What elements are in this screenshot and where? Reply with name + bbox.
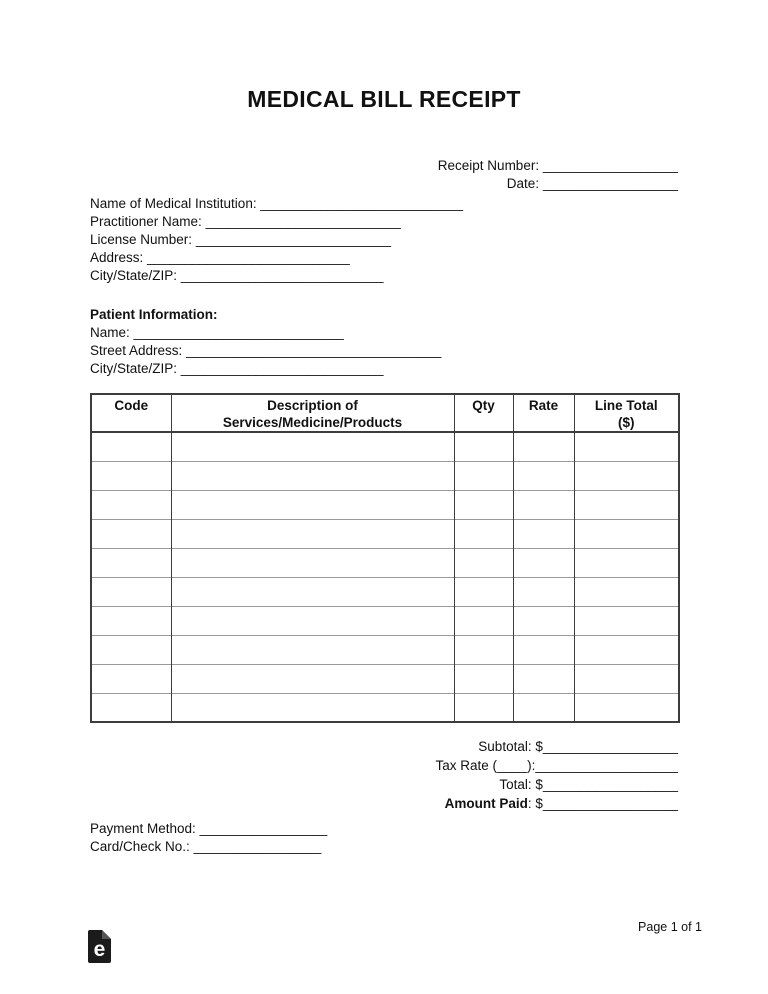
line-item-cell-code[interactable] [91,577,171,606]
amount-paid-label-suffix: : $ [527,796,543,811]
line-item-cell-code[interactable] [91,606,171,635]
line-item-cell-description[interactable] [171,635,454,664]
institution-name-blank[interactable]: ___________________________ [260,196,464,211]
payment-method-blank[interactable]: _________________ [199,821,328,836]
provider-address-blank[interactable]: ___________________________ [147,250,350,265]
line-item-cell-description[interactable] [171,693,454,722]
patient-info-section [90,306,678,378]
receipt-number-blank[interactable]: __________________ [542,158,678,173]
institution-name-field [90,195,678,213]
line-item-cell-rate[interactable] [513,432,574,461]
line-item-cell-qty[interactable] [454,693,513,722]
eforms-logo-letter: e [93,938,106,961]
line-items-table [90,393,680,723]
line-item-cell-line_total[interactable] [574,577,679,606]
eforms-logo-icon [88,930,111,963]
line-item-cell-description[interactable] [171,664,454,693]
provider-address-label: Address: [90,250,144,265]
column-header-line-total: Line Total ($) [574,394,679,432]
total-label: Total: $ [499,777,543,792]
patient-name-field [90,324,678,342]
provider-city-state-zip-field [90,267,678,285]
line-item-row [91,432,679,461]
practitioner-name-field [90,213,678,231]
column-header-description: Description of Services/Medicine/Products [171,394,454,432]
line-item-cell-code[interactable] [91,548,171,577]
practitioner-name-label: Practitioner Name: [90,214,202,229]
subtotal-label: Subtotal: $ [478,739,543,754]
line-item-cell-rate[interactable] [513,606,574,635]
patient-city-state-zip-blank[interactable]: ___________________________ [180,361,384,376]
line-item-cell-description[interactable] [171,577,454,606]
patient-street-address-blank[interactable]: __________________________________ [186,343,442,358]
line-item-cell-qty[interactable] [454,519,513,548]
line-item-row [91,664,679,693]
line-item-cell-qty[interactable] [454,490,513,519]
total-blank[interactable]: __________________ [542,777,678,792]
table-header-row [91,394,679,432]
patient-name-blank[interactable]: ____________________________ [133,325,344,340]
amount-paid-blank[interactable]: __________________ [542,796,678,811]
line-item-cell-rate[interactable] [513,461,574,490]
line-item-cell-line_total[interactable] [574,664,679,693]
line-item-cell-rate[interactable] [513,635,574,664]
line-item-row [91,577,679,606]
patient-street-address-field [90,342,678,360]
tax-rate-amount-blank[interactable]: ___________________ [535,758,678,773]
line-item-cell-description[interactable] [171,432,454,461]
line-item-cell-code[interactable] [91,693,171,722]
line-item-cell-line_total[interactable] [574,461,679,490]
page-indicator: Page 1 of 1 [638,920,702,934]
provider-info-section [90,195,678,285]
line-item-cell-description[interactable] [171,606,454,635]
date-label: Date: [506,176,540,191]
column-header-rate: Rate [513,394,574,432]
column-header-code: Code [91,394,171,432]
subtotal-field [90,737,678,756]
line-item-row [91,693,679,722]
line-item-cell-line_total[interactable] [574,693,679,722]
line-item-cell-rate[interactable] [513,664,574,693]
amount-paid-label: Amount Paid [444,796,528,811]
line-item-cell-description[interactable] [171,461,454,490]
license-number-field [90,231,678,249]
line-item-cell-rate[interactable] [513,693,574,722]
line-item-cell-line_total[interactable] [574,548,679,577]
column-header-qty: Qty [454,394,513,432]
payment-method-label: Payment Method: [90,821,196,836]
receipt-number-field [90,157,678,175]
line-item-row [91,606,679,635]
patient-street-address-label: Street Address: [90,343,183,358]
tax-rate-field [90,756,678,775]
line-item-cell-line_total[interactable] [574,490,679,519]
line-item-cell-line_total[interactable] [574,432,679,461]
subtotal-blank[interactable]: __________________ [542,739,678,754]
line-item-row [91,490,679,519]
line-item-cell-description[interactable] [171,548,454,577]
line-item-row [91,635,679,664]
receipt-meta-section [90,157,678,193]
patient-info-heading: Patient Information: [90,307,218,322]
line-item-cell-rate[interactable] [513,519,574,548]
line-item-cell-description[interactable] [171,519,454,548]
total-field [90,775,678,794]
patient-city-state-zip-field [90,360,678,378]
line-item-cell-code[interactable] [91,519,171,548]
line-item-cell-qty[interactable] [454,664,513,693]
patient-name-label: Name: [90,325,130,340]
line-item-cell-qty[interactable] [454,577,513,606]
line-item-cell-code[interactable] [91,490,171,519]
line-item-cell-description[interactable] [171,490,454,519]
card-check-number-blank[interactable]: _________________ [193,839,322,854]
line-item-cell-code[interactable] [91,432,171,461]
date-field [90,175,678,193]
line-item-cell-qty[interactable] [454,635,513,664]
provider-city-state-zip-blank[interactable]: ___________________________ [180,268,384,283]
institution-name-label: Name of Medical Institution: [90,196,257,211]
amount-paid-field [90,794,678,813]
line-item-row [91,519,679,548]
line-item-cell-code[interactable] [91,635,171,664]
practitioner-name-blank[interactable]: __________________________ [205,214,401,229]
card-check-number-label: Card/Check No.: [90,839,190,854]
line-item-cell-code[interactable] [91,461,171,490]
line-item-cell-code[interactable] [91,664,171,693]
line-item-row [91,461,679,490]
line-item-cell-line_total[interactable] [574,606,679,635]
line-item-cell-line_total[interactable] [574,635,679,664]
receipt-number-label: Receipt Number: [437,158,540,173]
line-item-cell-qty[interactable] [454,548,513,577]
line-item-cell-qty[interactable] [454,606,513,635]
provider-address-field [90,249,678,267]
line-item-cell-rate[interactable] [513,548,574,577]
page-title: MEDICAL BILL RECEIPT [247,86,521,112]
tax-rate-percent-blank[interactable]: ____ [497,758,528,773]
payment-method-field [90,820,678,838]
line-item-cell-rate[interactable] [513,490,574,519]
license-number-label: License Number: [90,232,193,247]
line-item-cell-line_total[interactable] [574,519,679,548]
line-item-cell-qty[interactable] [454,461,513,490]
provider-city-state-zip-label: City/State/ZIP: [90,268,178,283]
tax-rate-label: Tax Rate ( [435,758,498,773]
line-item-cell-rate[interactable] [513,577,574,606]
license-number-blank[interactable]: __________________________ [195,232,392,247]
line-item-cell-qty[interactable] [454,432,513,461]
payment-section [90,820,678,856]
patient-city-state-zip-label: City/State/ZIP: [90,361,178,376]
totals-section [90,737,678,813]
card-check-number-field [90,838,678,856]
date-blank[interactable]: __________________ [542,176,678,191]
tax-rate-label-suffix: ): [527,758,536,773]
line-item-row [91,548,679,577]
